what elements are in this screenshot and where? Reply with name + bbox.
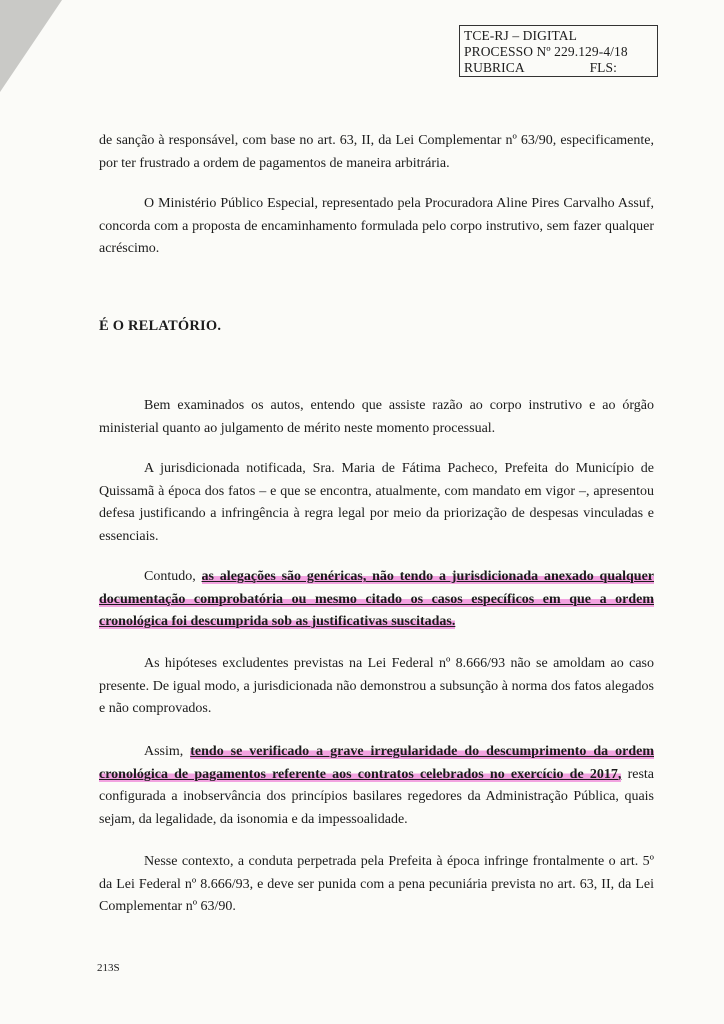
stamp-rubrica-label: RUBRICA <box>464 60 525 75</box>
footer-code: 213S <box>97 962 120 974</box>
paragraph-4: A jurisdicionada notificada, Sra. Maria de Fátima Pacheco, Prefeita do Município de Quissamã à época dos fatos – e que se encontra, atualmente, com mandato em vigor –, apresentou defesa justificando a infringência à regra legal por meio da priorização de despesas vinculadas e essenciais. <box>99 461 654 544</box>
paragraph-3: Bem examinados os autos, entendo que assiste razão ao corpo instrutivo e ao órgão ministerial quanto ao julgamento de mérito neste momento processual. <box>99 398 654 436</box>
paragraph-5-start: Contudo, <box>144 569 196 584</box>
stamp-line-2: PROCESSO Nº 229.129-4/18 <box>464 44 628 59</box>
paragraph-7 <box>99 741 654 831</box>
paragraph-6: As hipóteses excludentes previstas na Lei Federal nº 8.666/93 não se amoldam ao caso presente. De igual modo, a jurisdicionada não demonstrou a subsunção à norma dos fatos alegados e não comprovados. <box>99 656 654 716</box>
stamp-rubrica-row <box>464 60 657 76</box>
highlighted-text-1: as alegações são genéricas, não tendo a jurisdicionada anexado qualquer documentação comprobatória ou mesmo citado os casos específicos em que a ordem cronológica foi descumprida sob as justificativas suscitadas. <box>99 569 654 629</box>
page-corner-fold <box>0 0 62 92</box>
stamp-fls-label: FLS: <box>589 60 617 75</box>
paragraph-8: Nesse contexto, a conduta perpetrada pela Prefeita à época infringe frontalmente o art. 5º da Lei Federal nº 8.666/93, e deve ser punida com a pena pecuniária prevista no art. 63, II, da Lei Complementar nº 63/90. <box>99 854 654 914</box>
paragraph-7-start: Assim, <box>144 744 184 759</box>
report-heading: É O RELATÓRIO. <box>99 318 222 334</box>
paragraph-1: de sanção à responsável, com base no art. 63, II, da Lei Complementar nº 63/90, especificamente, por ter frustrado a ordem de pagamentos de maneira arbitrária. <box>99 133 654 171</box>
paragraph-7-end: resta configurada a inobservância dos princípios basilares regedores da Administração Pública, quais sejam, da legalidade, da isonomia e da impessoalidade. <box>99 766 655 827</box>
paragraph-5 <box>99 566 654 634</box>
process-stamp <box>459 25 658 77</box>
highlighted-text-2: tendo se verificado a grave irregularidade do descumprimento da ordem cronológica de pagamentos referente aos contratos celebrados no exercício de 2017, <box>99 744 654 782</box>
paragraph-2: O Ministério Público Especial, representado pela Procuradora Aline Pires Carvalho Assuf, concorda com a proposta de encaminhamento formulada pelo corpo instrutivo, sem fazer qualquer acréscimo. <box>99 196 654 256</box>
stamp-line-1: TCE-RJ – DIGITAL <box>464 28 578 43</box>
